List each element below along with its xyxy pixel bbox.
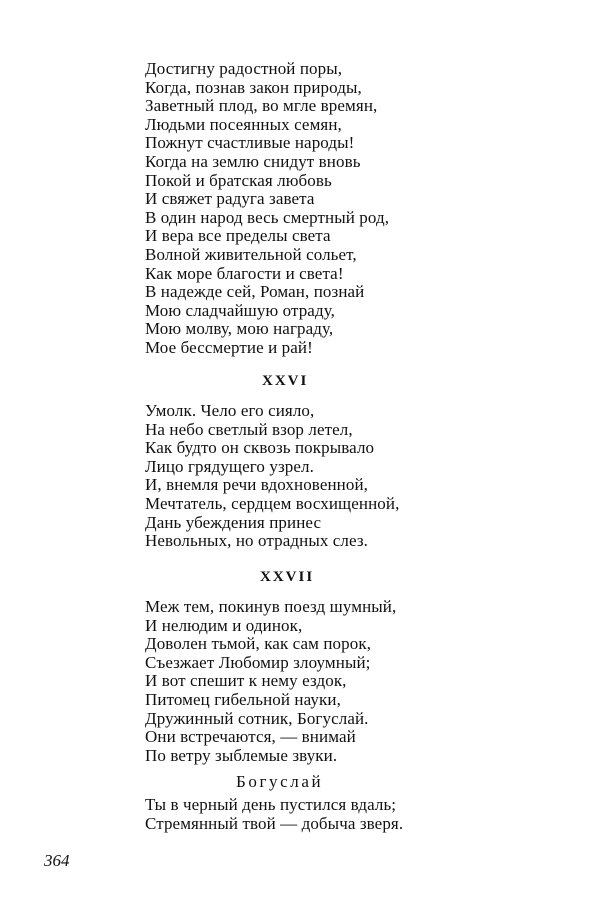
verse-line: Меж тем, покинув поезд шумный,	[145, 597, 397, 616]
stanza	[145, 598, 396, 765]
verse-line: Съезжает Любомир злоумный;	[145, 652, 371, 672]
speaker-name: Богуслай	[236, 772, 324, 791]
verse-line: Они встречаются, — внимай	[145, 727, 356, 747]
verse-line: Покой и братская любовь	[145, 170, 332, 190]
verse-line: Умолк. Чело его сияло,	[145, 401, 315, 420]
verse-line: Как море благости и света!	[145, 263, 344, 283]
verse-line: И вот спешит к нему ездок,	[145, 671, 347, 691]
verse-line: Ты в черный день пустился вдаль;	[145, 795, 397, 814]
verse-line: Как будто он сквозь покрывало	[145, 438, 375, 458]
verse-line: Когда, познав закон природы,	[145, 77, 362, 97]
verse-line: Пожнут счастливые народы!	[145, 133, 355, 153]
stanza	[145, 402, 399, 551]
verse-line: Лицо грядущего узрел.	[145, 456, 314, 476]
verse-line: Дань убеждения принес	[145, 512, 322, 532]
verse-line: В надежде сей, Роман, познай	[145, 282, 365, 302]
verse-line: В один народ весь смертный род,	[145, 207, 390, 227]
verse-line: Дружинный сотник, Богуслай.	[145, 708, 369, 728]
verse-line: Питомец гибельной науки,	[145, 689, 341, 709]
verse-line: Достигну радостной поры,	[145, 59, 343, 78]
verse-line: Стремянный твой — добыча зверя.	[145, 813, 404, 833]
verse-line: Мечтатель, сердцем восхищенной,	[145, 493, 400, 513]
verse-line: Людьми посеянных семян,	[145, 114, 342, 134]
verse-line: По ветру зыблемые звуки.	[145, 745, 338, 765]
verse-line: Мою сладчайшую отраду,	[145, 300, 335, 320]
stanza	[145, 60, 389, 358]
verse-line: Невольных, но отрадных слез.	[145, 531, 369, 551]
verse-line: Волной живительной сольет,	[145, 244, 357, 264]
verse-line: На небо светлый взор летел,	[145, 419, 353, 439]
verse-line: И свяжет радуга завета	[145, 189, 315, 209]
stanza-heading: XXVII	[260, 569, 315, 585]
verse-line: Когда на землю снидут вновь	[145, 151, 361, 171]
verse-line: И вера все пределы света	[145, 226, 331, 246]
stanza-heading: XXVI	[262, 373, 309, 389]
verse-line: И, внемля речи вдохновенной,	[145, 475, 369, 495]
verse-line: Заветный плод, во мгле времян,	[145, 96, 378, 116]
stanza	[145, 796, 403, 833]
verse-line: И нелюдим и одинок,	[145, 615, 303, 635]
page-number: 364	[44, 851, 70, 870]
verse-line: Мою молву, мою награду,	[145, 319, 334, 339]
verse-line: Доволен тьмой, как сам порок,	[145, 634, 372, 654]
verse-line: Мое бессмертие и рай!	[145, 337, 313, 357]
